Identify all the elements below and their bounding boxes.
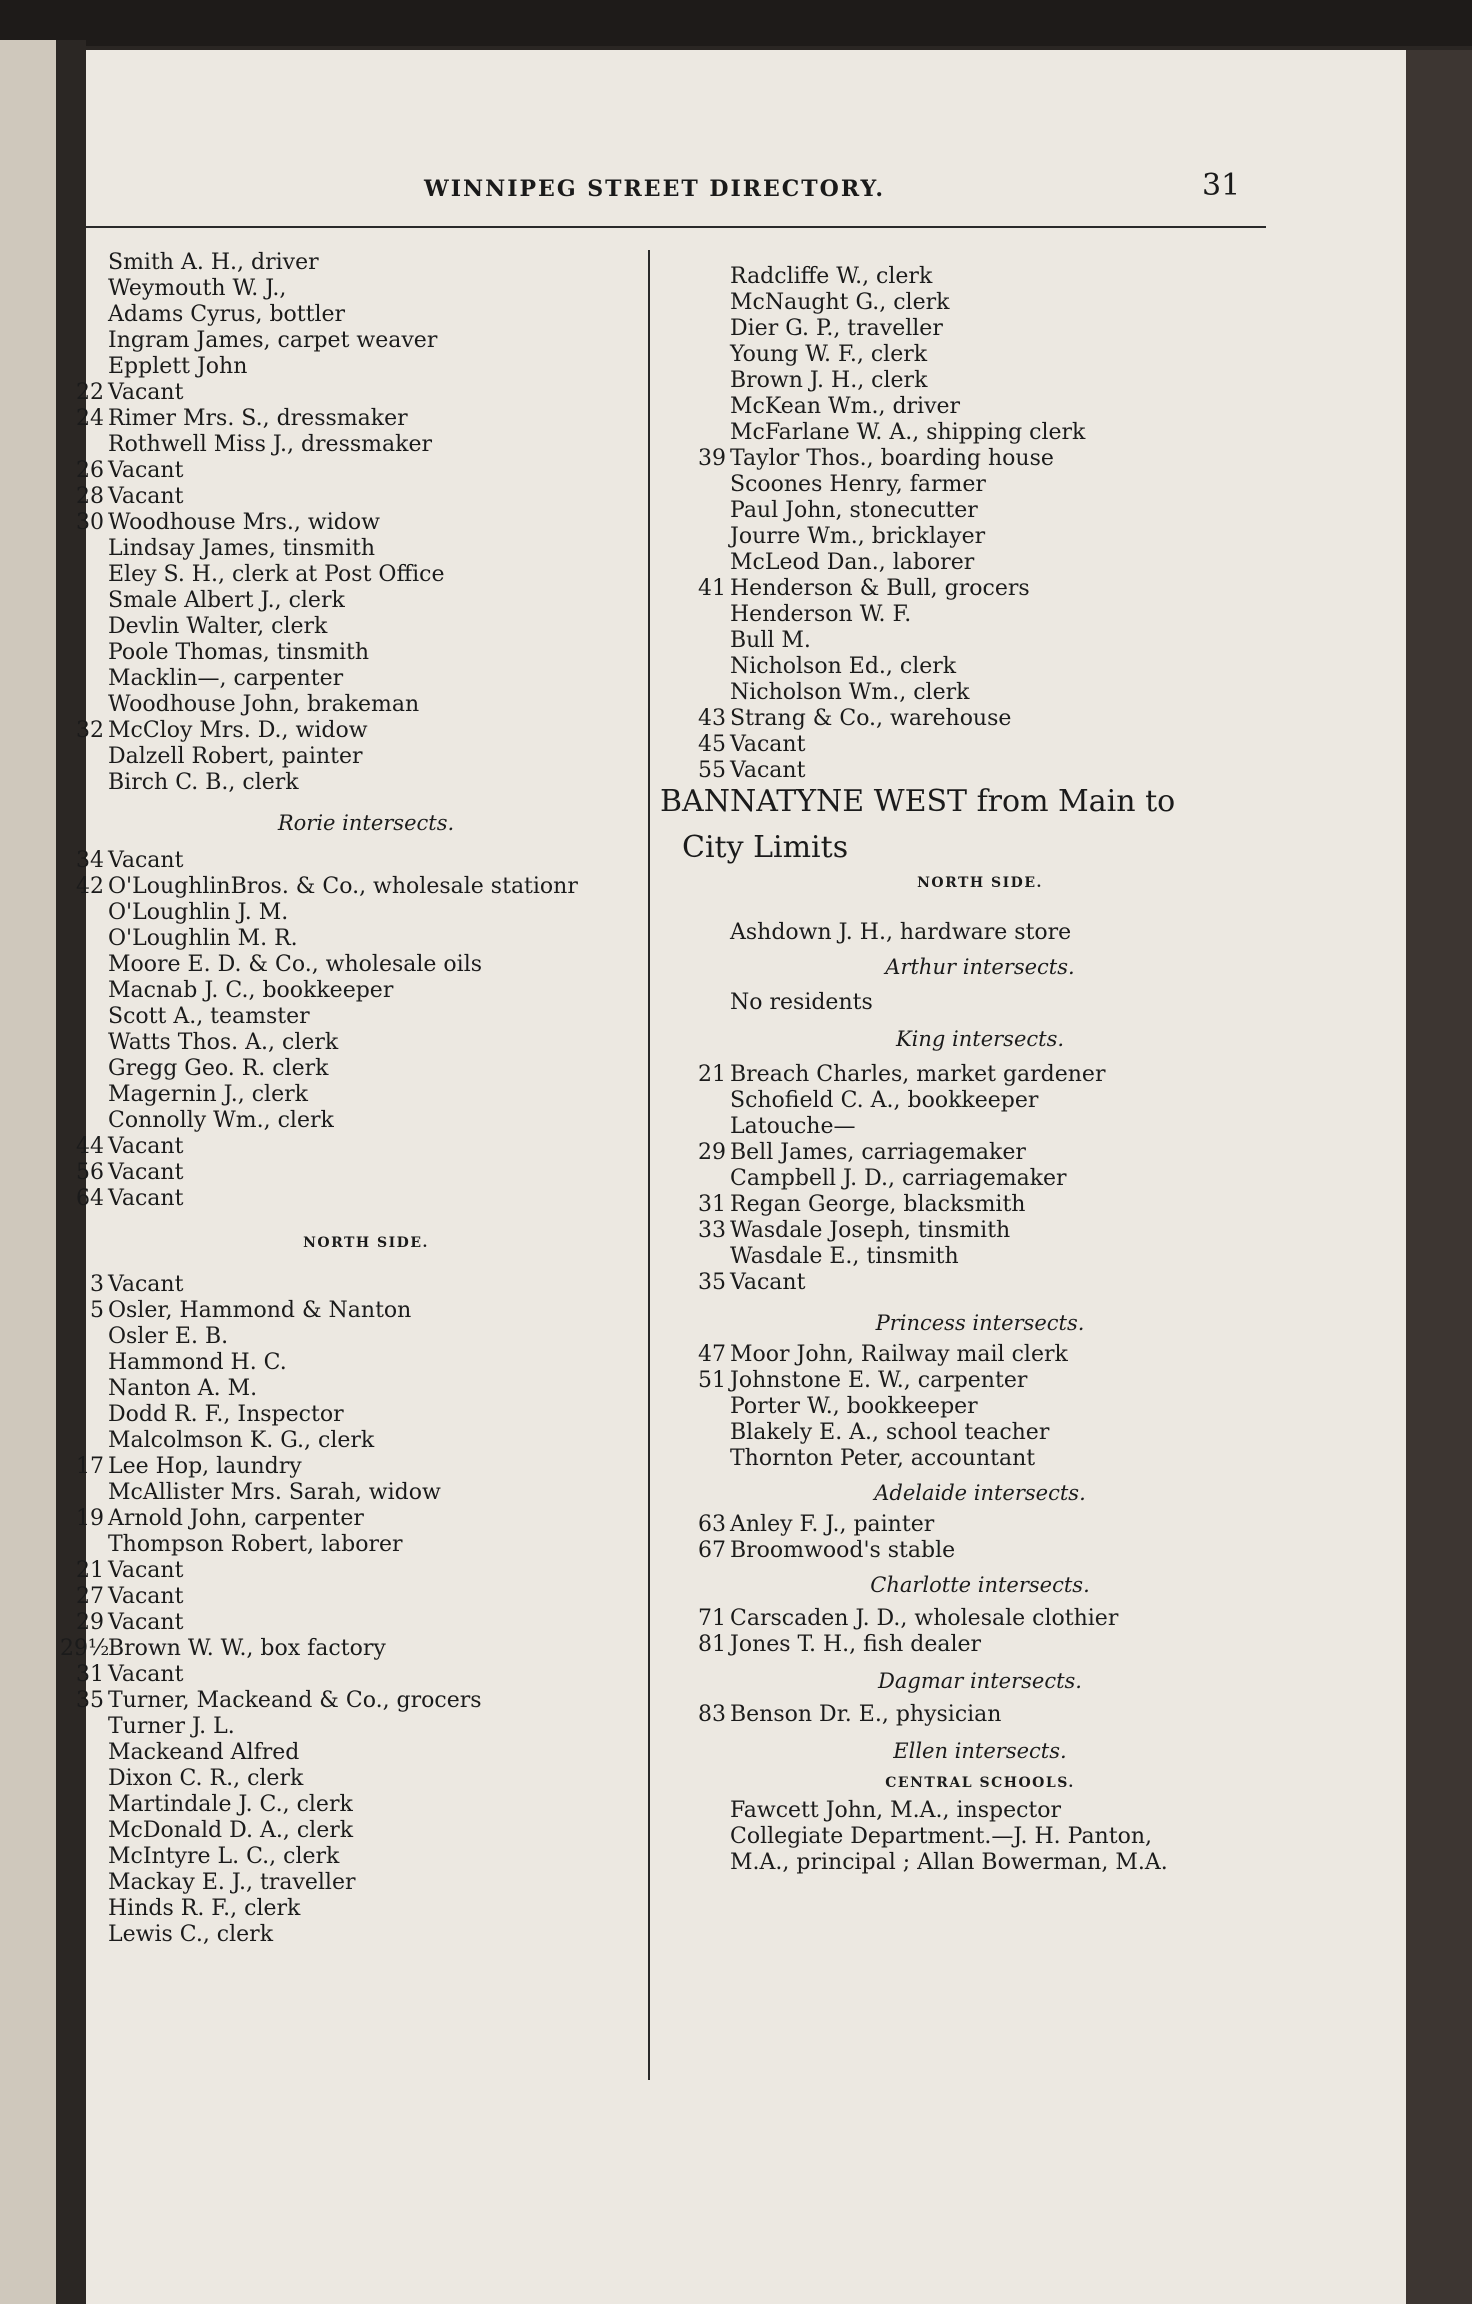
entry-text: Smith A. H., driver [108, 250, 319, 275]
entry-text: Vacant [108, 1584, 184, 1609]
cross-street-heading [660, 1310, 1300, 1336]
entry-text: Vacant [730, 758, 806, 783]
entry-text: Hammond H. C. [108, 1350, 287, 1375]
entry-text: Moore E. D. & Co., wholesale oils [108, 952, 483, 977]
entry-text: Vacant [730, 732, 806, 757]
cross-street-heading [660, 1480, 1300, 1506]
entry-text: Hinds R. F., clerk [108, 1896, 301, 1921]
street-heading [660, 784, 1175, 820]
entry-text: Rorie intersects. [277, 811, 455, 835]
column-divider [648, 250, 650, 2080]
house-number: 22 [76, 380, 104, 405]
entry-text: Watts Thos. A., clerk [108, 1030, 339, 1055]
house-number: 29 [698, 1140, 726, 1165]
entry-text: Poole Thomas, tinsmith [108, 640, 370, 665]
section-heading [86, 1230, 646, 1256]
house-number: 21 [698, 1062, 726, 1087]
house-number: 34 [76, 848, 104, 873]
entry-text: Henderson W. F. [730, 602, 912, 627]
entry-text: Fawcett John, M.A., inspector [730, 1798, 1062, 1823]
cross-street-heading [660, 1572, 1300, 1598]
entry-text: Ashdown J. H., hardware store [730, 920, 1072, 945]
house-number: 47 [698, 1342, 726, 1367]
entry-text: M.A., principal ; Allan Bowerman, M.A. [730, 1850, 1168, 1875]
entry-text: Wasdale Joseph, tinsmith [730, 1218, 1011, 1243]
directory-page [60, 50, 1406, 2304]
cross-street-heading [660, 1026, 1300, 1052]
entry-text: Bull M. [730, 628, 811, 653]
entry-text: NORTH SIDE. [303, 1235, 429, 1251]
house-number: 24 [76, 406, 104, 431]
house-number: 45 [698, 732, 726, 757]
entry-text: O'Loughlin M. R. [108, 926, 298, 951]
entry-text: Vacant [108, 458, 184, 483]
house-number: 63 [698, 1512, 726, 1537]
section-heading [660, 1770, 1300, 1796]
house-number: 21 [76, 1558, 104, 1583]
entry-text: Malcolmson K. G., clerk [108, 1428, 375, 1453]
entry-text: Brown J. H., clerk [730, 368, 928, 393]
street-heading [682, 830, 848, 866]
entry-text: Taylor Thos., boarding house [730, 446, 1054, 471]
entry-text: Lee Hop, laundry [108, 1454, 302, 1479]
house-number: 27 [76, 1584, 104, 1609]
entry-text: Dodd R. F., Inspector [108, 1402, 344, 1427]
house-number: 28 [76, 484, 104, 509]
entry-text: Vacant [108, 1134, 184, 1159]
entry-text: Collegiate Department.—J. H. Panton, [730, 1824, 1152, 1849]
entry-text: McAllister Mrs. Sarah, widow [108, 1480, 441, 1505]
cross-street-heading [660, 954, 1300, 980]
house-number: 67 [698, 1538, 726, 1563]
house-number: 35 [76, 1688, 104, 1713]
entry-text: NORTH SIDE. [917, 875, 1043, 891]
cross-street-heading [660, 1668, 1300, 1694]
entry-text: Vacant [108, 1186, 184, 1211]
entry-text: CENTRAL SCHOOLS. [885, 1775, 1075, 1791]
page-header-title: WINNIPEG STREET DIRECTORY. [424, 176, 885, 202]
entry-text: Weymouth W. J., [108, 276, 287, 301]
entry-text: Broomwood's stable [730, 1538, 956, 1563]
house-number: 51 [698, 1368, 726, 1393]
entry-text: Connolly Wm., clerk [108, 1108, 334, 1133]
entry-text: Moor John, Railway mail clerk [730, 1342, 1068, 1367]
house-number: 56 [76, 1160, 104, 1185]
entry-text: Jones T. H., fish dealer [730, 1632, 982, 1657]
entry-text: O'LoughlinBros. & Co., wholesale stationr [108, 874, 578, 899]
previous-page-edge [0, 40, 56, 2304]
house-number: 30 [76, 510, 104, 535]
entry-text: Benson Dr. E., physician [730, 1702, 1002, 1727]
house-number: 32 [76, 718, 104, 743]
entry-text: Magernin J., clerk [108, 1082, 308, 1107]
house-number: 41 [698, 576, 726, 601]
entry-text: McIntyre L. C., clerk [108, 1844, 340, 1869]
entry-text: Osler E. B. [108, 1324, 229, 1349]
entry-text: McDonald D. A., clerk [108, 1818, 354, 1843]
entry-text: Macklin—, carpenter [108, 666, 344, 691]
entry-text: O'Loughlin J. M. [108, 900, 289, 925]
house-number: 26 [76, 458, 104, 483]
house-number: 31 [76, 1662, 104, 1687]
entry-text: Mackeand Alfred [108, 1740, 300, 1765]
entry-text: Thornton Peter, accountant [730, 1446, 1036, 1471]
entry-text: Bell James, carriagemaker [730, 1140, 1026, 1165]
entry-text: Charlotte intersects. [870, 1573, 1090, 1597]
house-number: 35 [698, 1270, 726, 1295]
entry-text: Dalzell Robert, painter [108, 744, 363, 769]
entry-text: Scoones Henry, farmer [730, 472, 986, 497]
cross-street-heading [660, 1738, 1300, 1764]
house-number: 81 [698, 1632, 726, 1657]
entry-text: Radcliffe W., clerk [730, 264, 933, 289]
entry-text: Woodhouse Mrs., widow [108, 510, 380, 535]
house-number: 5 [90, 1298, 104, 1323]
entry-text: Regan George, blacksmith [730, 1192, 1026, 1217]
house-number: 83 [698, 1702, 726, 1727]
entry-text: Wasdale E., tinsmith [730, 1244, 959, 1269]
page-number: 31 [1202, 168, 1241, 203]
house-number: 39 [698, 446, 726, 471]
house-number: 29 [76, 1610, 104, 1635]
entry-text: Vacant [108, 380, 184, 405]
entry-text: King intersects. [895, 1027, 1065, 1051]
entry-text: Lewis C., clerk [108, 1922, 274, 1947]
house-number: 29½ [60, 1636, 110, 1661]
entry-text: Vacant [108, 1272, 184, 1297]
entry-text: Porter W., bookkeeper [730, 1394, 978, 1419]
house-number: 43 [698, 706, 726, 731]
entry-text: Macnab J. C., bookkeeper [108, 978, 394, 1003]
entry-text: Vacant [730, 1270, 806, 1295]
entry-text: Adams Cyrus, bottler [108, 302, 346, 327]
entry-text: McFarlane W. A., shipping clerk [730, 420, 1086, 445]
entry-text: Johnstone E. W., carpenter [730, 1368, 1028, 1393]
entry-text: Vacant [108, 1160, 184, 1185]
entry-text: Eley S. H., clerk at Post Office [108, 562, 445, 587]
house-number: 71 [698, 1606, 726, 1631]
entry-text: Thompson Robert, laborer [108, 1532, 403, 1557]
house-number: 44 [76, 1134, 104, 1159]
entry-text: Nicholson Ed., clerk [730, 654, 957, 679]
entry-text: Epplett John [108, 354, 248, 379]
entry-text: Vacant [108, 484, 184, 509]
entry-text: Dagmar intersects. [878, 1669, 1082, 1693]
entry-text: Anley F. J., painter [730, 1512, 935, 1537]
entry-text: No residents [730, 990, 873, 1015]
entry-text: Scott A., teamster [108, 1004, 310, 1029]
entry-text: Breach Charles, market gardener [730, 1062, 1106, 1087]
entry-text: Dixon C. R., clerk [108, 1766, 304, 1791]
house-number: 17 [76, 1454, 104, 1479]
entry-text: Arnold John, carpenter [108, 1506, 364, 1531]
entry-text: McKean Wm., driver [730, 394, 961, 419]
entry-text: Arthur intersects. [885, 955, 1075, 979]
house-number: 19 [76, 1506, 104, 1531]
entry-text: Lindsay James, tinsmith [108, 536, 376, 561]
entry-text: McLeod Dan., laborer [730, 550, 975, 575]
scan-top-border [0, 0, 1472, 46]
entry-text: Martindale J. C., clerk [108, 1792, 353, 1817]
entry-text: Vacant [108, 1662, 184, 1687]
entry-text: Paul John, stonecutter [730, 498, 978, 523]
house-number: 42 [76, 874, 104, 899]
entry-text: Vacant [108, 848, 184, 873]
entry-text: Woodhouse John, brakeman [108, 692, 420, 717]
entry-text: Ellen intersects. [893, 1739, 1067, 1763]
house-number: 31 [698, 1192, 726, 1217]
entry-text: Rimer Mrs. S., dressmaker [108, 406, 408, 431]
entry-text: Vacant [108, 1558, 184, 1583]
entry-text: Adelaide intersects. [874, 1481, 1086, 1505]
entry-text: Schofield C. A., bookkeeper [730, 1088, 1039, 1113]
entry-text: BANNATYNE WEST from Main to [660, 784, 1176, 819]
entry-text: Brown W. W., box factory [108, 1636, 386, 1661]
section-heading [660, 870, 1300, 896]
entry-text: Latouche— [730, 1114, 856, 1139]
entry-text: Nicholson Wm., clerk [730, 680, 970, 705]
entry-text: Rothwell Miss J., dressmaker [108, 432, 433, 457]
entry-text: McCloy Mrs. D., widow [108, 718, 368, 743]
entry-text: Blakely E. A., school teacher [730, 1420, 1050, 1445]
entry-text: McNaught G., clerk [730, 290, 950, 315]
house-number: 55 [698, 758, 726, 783]
entry-text: Strang & Co., warehouse [730, 706, 1012, 731]
header-rule [86, 226, 1266, 228]
house-number: 33 [698, 1218, 726, 1243]
entry-text: City Limits [682, 830, 849, 865]
entry-text: Birch C. B., clerk [108, 770, 299, 795]
book-edge [1406, 50, 1472, 2304]
house-number: 3 [90, 1272, 104, 1297]
entry-text: Campbell J. D., carriagemaker [730, 1166, 1067, 1191]
entry-text: Smale Albert J., clerk [108, 588, 345, 613]
entry-text: Gregg Geo. R. clerk [108, 1056, 329, 1081]
entry-text: Turner J. L. [108, 1714, 235, 1739]
entry-text: Ingram James, carpet weaver [108, 328, 438, 353]
entry-text: Young W. F., clerk [730, 342, 928, 367]
entry-text: Nanton A. M. [108, 1376, 258, 1401]
entry-text: Turner, Mackeand & Co., grocers [108, 1688, 482, 1713]
entry-text: Carscaden J. D., wholesale clothier [730, 1606, 1119, 1631]
entry-text: Devlin Walter, clerk [108, 614, 328, 639]
entry-text: Henderson & Bull, grocers [730, 576, 1030, 601]
entry-text: Osler, Hammond & Nanton [108, 1298, 412, 1323]
entry-text: Princess intersects. [875, 1311, 1085, 1335]
cross-street-heading [86, 810, 646, 836]
entry-text: Dier G. P., traveller [730, 316, 943, 341]
entry-text: Jourre Wm., bricklayer [730, 524, 986, 549]
entry-text: Mackay E. J., traveller [108, 1870, 356, 1895]
house-number: 64 [76, 1186, 104, 1211]
entry-text: Vacant [108, 1610, 184, 1635]
